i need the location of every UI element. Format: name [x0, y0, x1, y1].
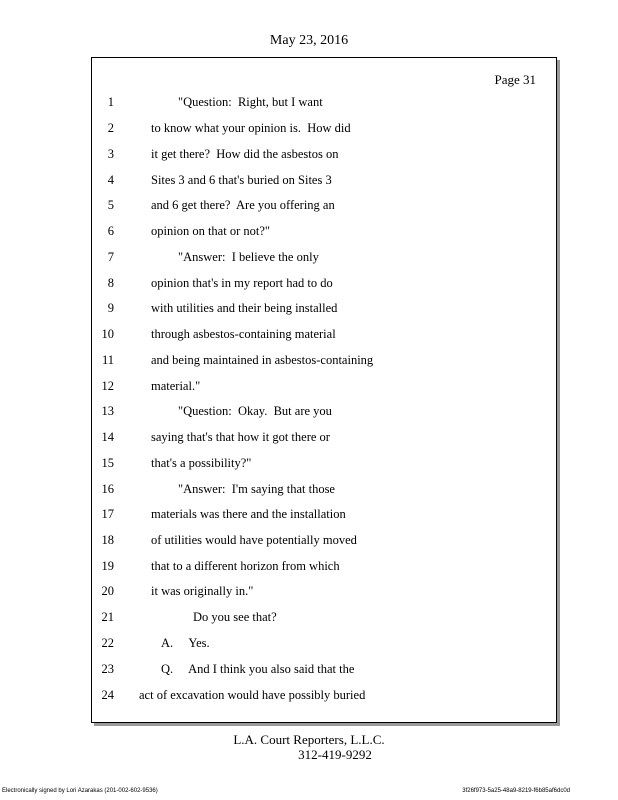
transcript-line: [92, 659, 556, 679]
line-number: 6: [107, 224, 114, 238]
line-number: 21: [101, 610, 114, 624]
line-text: materials was there and the installation: [151, 507, 346, 521]
reporter-company: L.A. Court Reporters, L.L.C.: [233, 732, 385, 747]
line-text: opinion that's in my report had to do: [151, 276, 333, 290]
line-text: and 6 get there? Are you offering an: [151, 198, 335, 212]
line-number: 7: [107, 250, 114, 264]
line-number: 11: [101, 353, 114, 367]
line-text: that to a different horizon from which: [151, 559, 340, 573]
line-number: 23: [101, 662, 114, 676]
transcript-line: [92, 607, 556, 627]
transcript-line: [92, 298, 556, 318]
line-text: Do you see that?: [193, 610, 277, 624]
transcript-line: [92, 685, 556, 705]
line-text: act of excavation would have possibly buried: [139, 688, 366, 702]
transcript-line: [92, 324, 556, 344]
line-text: with utilities and their being installed: [151, 301, 338, 315]
line-text: "Answer: I believe the only: [178, 250, 319, 264]
transcript-date: May 23, 2016: [269, 33, 349, 48]
transcript-line: [92, 401, 556, 421]
line-number: 12: [101, 379, 114, 393]
line-number: 17: [101, 507, 114, 521]
line-text: "Question: Okay. But are you: [178, 404, 332, 418]
line-number: 20: [101, 584, 114, 598]
line-number: 8: [107, 276, 114, 290]
line-text: it was originally in.": [151, 584, 254, 598]
transcript-line: [92, 247, 556, 267]
line-number: 4: [107, 173, 114, 187]
line-text: Q. And I think you also said that the: [161, 662, 355, 676]
transcript-line: [92, 170, 556, 190]
transcript-line: [92, 504, 556, 524]
line-number: 10: [101, 327, 114, 341]
transcript-line: [92, 376, 556, 396]
page-number: Page 31: [494, 72, 536, 87]
reporter-footer: [0, 732, 618, 762]
transcript-line: [92, 350, 556, 370]
line-number: 16: [101, 482, 114, 496]
transcript-line: [92, 427, 556, 447]
transcript-line: [92, 92, 556, 112]
line-text: of utilities would have potentially moved: [151, 533, 357, 547]
line-text: Sites 3 and 6 that's buried on Sites 3: [151, 173, 332, 187]
transcript-line: [92, 556, 556, 576]
line-text: opinion on that or not?": [151, 224, 270, 238]
line-number: 5: [107, 198, 114, 212]
line-text: through asbestos-containing material: [151, 327, 336, 341]
transcript-line: [92, 221, 556, 241]
line-number: 19: [101, 559, 114, 573]
line-number: 22: [101, 636, 114, 650]
transcript-line: [92, 530, 556, 550]
transcript-line: [92, 273, 556, 293]
line-number: 18: [101, 533, 114, 547]
reporter-phone: 312-419-9292: [298, 747, 372, 762]
transcript-line: [92, 118, 556, 138]
transcript-line: [92, 581, 556, 601]
line-number: 9: [107, 301, 114, 315]
transcript-line: [92, 144, 556, 164]
document-id: 3f26f973-5a25-48a9-8219-f6b85af6dc0d: [462, 788, 570, 794]
electronic-signature: Electronically signed by Lori Azarakas (201-002-602-9536): [2, 788, 158, 794]
line-text: to know what your opinion is. How did: [151, 121, 351, 135]
line-text: it get there? How did the asbestos on: [151, 147, 339, 161]
line-text: A. Yes.: [161, 636, 210, 650]
line-text: material.": [151, 379, 201, 393]
line-text: that's a possibility?": [151, 456, 252, 470]
line-number: 3: [107, 147, 114, 161]
line-number: 24: [101, 688, 114, 702]
line-text: saying that's that how it got there or: [151, 430, 330, 444]
line-number: 15: [101, 456, 114, 470]
transcript-line: [92, 195, 556, 215]
transcript-line: [92, 453, 556, 473]
line-text: and being maintained in asbestos-containing: [151, 353, 374, 367]
line-number: 13: [101, 404, 114, 418]
line-text: "Answer: I'm saying that those: [178, 482, 335, 496]
transcript-page: [91, 57, 557, 723]
transcript-line: [92, 479, 556, 499]
line-number: 1: [107, 95, 114, 109]
transcript-line: [92, 633, 556, 653]
line-text: "Question: Right, but I want: [178, 95, 323, 109]
line-number: 14: [101, 430, 114, 444]
line-number: 2: [107, 121, 114, 135]
